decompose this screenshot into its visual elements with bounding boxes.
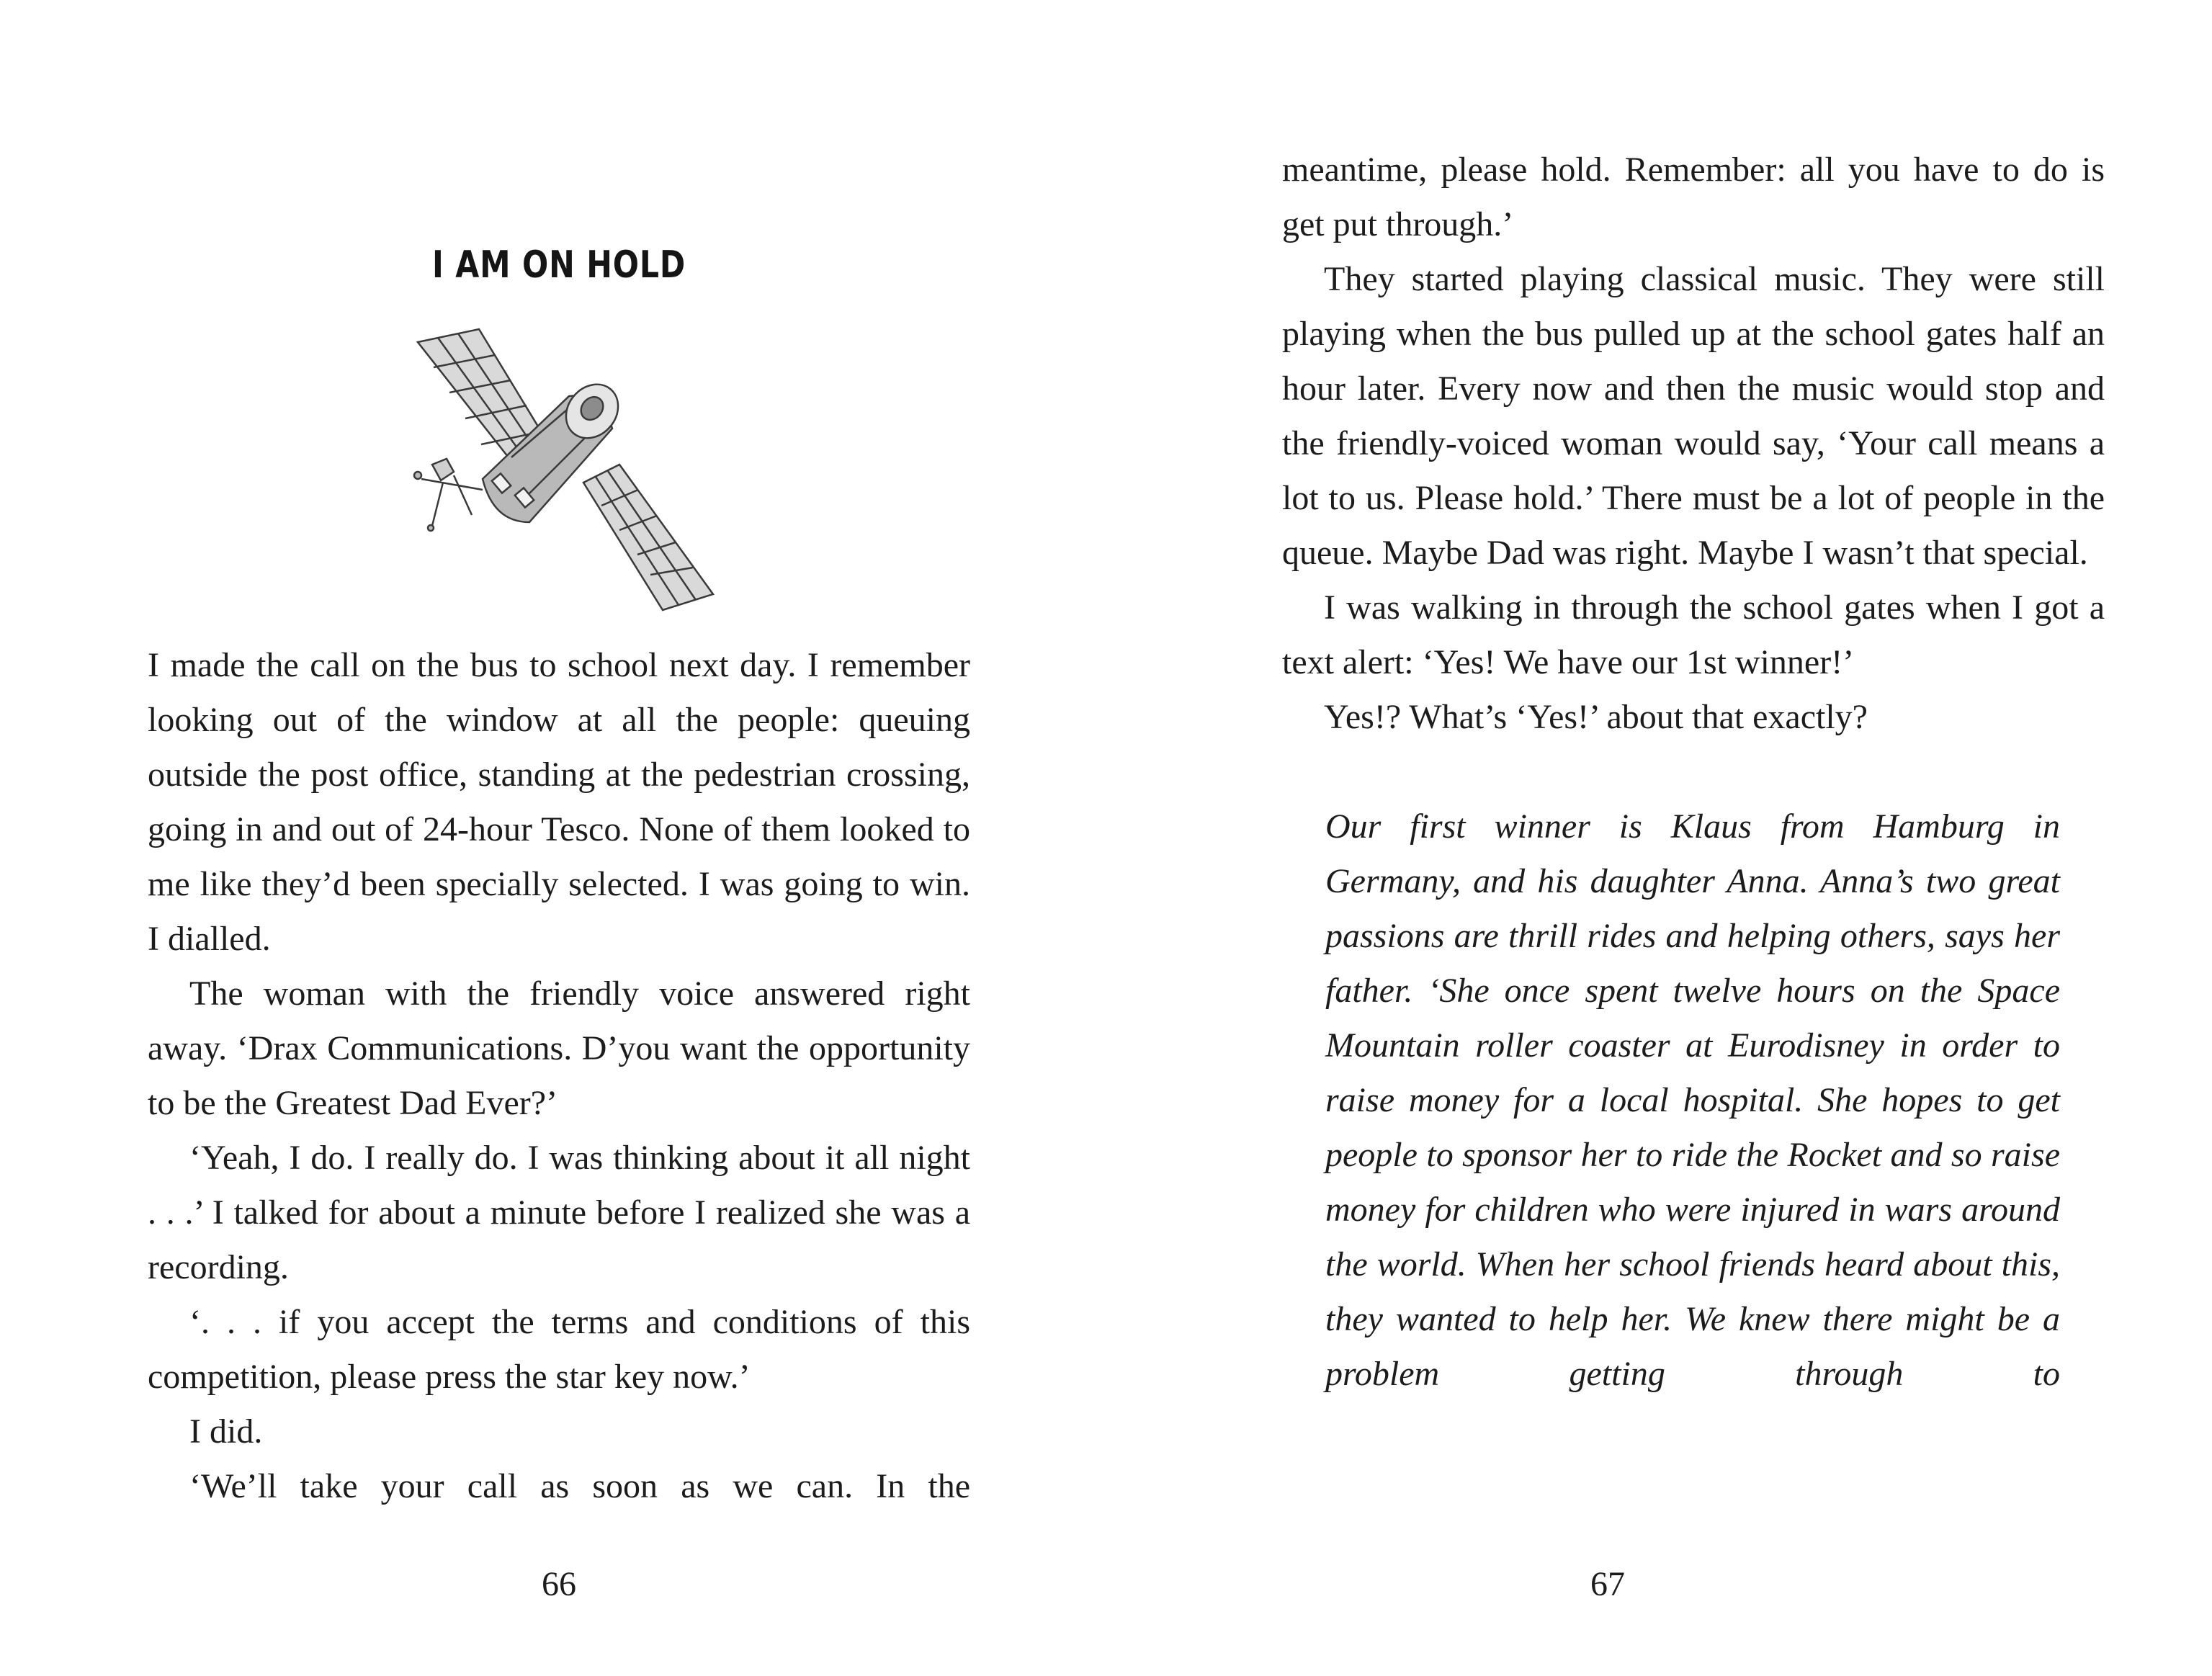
paragraph: I made the call on the bus to school next day. I remember looking out of the window at all the people: queuing outside the post office, standing at the pedestrian crossing, going in and out of 24-hour Tesco. None of them looked to me like they’d been specially selected. I was going to win. I dialled. <box>148 646 970 958</box>
paragraph: Yes!? What’s ‘Yes!’ about that exactly? <box>1324 698 1868 736</box>
italic-quote: Our first winner is Klaus from Hamburg in Germany, and his daughter Anna. Anna’s two great passions are thrill rides and helping others, says her father. ‘She once spent twelve hours on the Space Mountain roller coaster at Eurodisney in order to raise money for a local hospital. She hopes to get people to sponsor her to ride the Rocket and so raise money for children who were injured in wars around the world. When her school friends heard about this, they wanted to help her. We knew there might be a problem getting through to <box>1325 807 2060 1393</box>
paragraph: ‘Yeah, I do. I really do. I was thinking about it all night . . .’ I talked for about a minute before I realized she was a recording. <box>148 1139 970 1286</box>
left-body-text <box>148 638 970 1514</box>
paragraph: ‘. . . if you accept the terms and conditions of this competition, please press the star key now.’ <box>148 1303 970 1396</box>
right-body-text <box>1282 143 2105 1402</box>
page-number: 66 <box>542 1565 576 1603</box>
satellite-illustration <box>403 328 720 612</box>
paragraph: ‘We’ll take your call as soon as we can. In the <box>189 1467 970 1505</box>
paragraph: I was walking in through the school gates when I got a text alert: ‘Yes! We have our 1st winner!’ <box>1282 588 2105 681</box>
paragraph: I did. <box>189 1412 263 1451</box>
paragraph: They started playing classical music. They were still playing when the bus pulled up at the school gates half an hour later. Every now and then the music would stop and the friendly-voiced woman would say, ‘Your call means a lot to us. Please hold.’ There must be a lot of people in the queue. Maybe Dad was right. Maybe I wasn’t that special. <box>1282 260 2105 572</box>
chapter-title: I AM ON HOLD <box>431 243 686 287</box>
paragraph: meantime, please hold. Remember: all you have to do is get put through.’ <box>1282 151 2105 243</box>
satellite-antenna <box>414 459 483 531</box>
page-number: 67 <box>1590 1565 1625 1603</box>
section-gap <box>1282 745 2105 799</box>
lower-solar-panel <box>583 465 713 610</box>
paragraph: The woman with the friendly voice answered right away. ‘Drax Communications. D’you want the opportunity to be the Greatest Dad Ever?’ <box>148 974 970 1122</box>
right-page <box>1106 0 2212 1676</box>
